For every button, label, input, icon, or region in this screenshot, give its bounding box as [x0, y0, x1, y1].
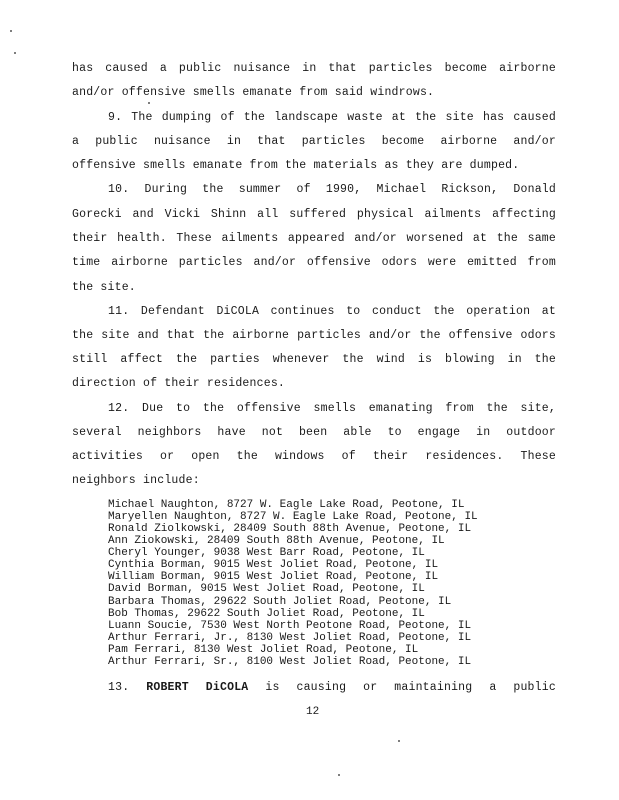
neighbor-entry: Pam Ferrari, 8130 West Joliet Road, Peotone, IL	[108, 644, 419, 656]
text-line: offensive smells emanate from the materials as they are dumped.	[72, 159, 520, 172]
scan-speck	[398, 740, 400, 742]
text-line: their health. These ailments appeared and/or worsened at the same	[72, 232, 556, 245]
scan-speck	[14, 52, 16, 54]
neighbor-entry: William Borman, 9015 West Joliet Road, Peotone, IL	[108, 571, 439, 583]
neighbor-entry: Michael Naughton, 8727 W. Eagle Lake Road, Peotone, IL	[108, 499, 465, 511]
paragraph-10-first-line: 10. During the summer of 1990, Michael Rickson, Donald	[108, 183, 556, 196]
text-line: and/or offensive smells emanate from said windrows.	[72, 86, 435, 99]
paragraph-text: is causing or maintaining a public	[265, 681, 556, 694]
neighbor-entry: Barbara Thomas, 29622 South Joliet Road, Peotone, IL	[108, 596, 452, 608]
text-line: neighbors include:	[72, 474, 200, 487]
scan-speck	[148, 102, 150, 104]
neighbor-entry: Maryellen Naughton, 8727 W. Eagle Lake Road, Peotone, IL	[108, 511, 478, 523]
scan-speck	[338, 774, 340, 776]
text-line: Gorecki and Vicki Shinn all suffered physical ailments affecting	[72, 208, 556, 221]
text-line: still affect the parties whenever the wind is blowing in the	[72, 353, 556, 366]
text-line: time airborne particles and/or offensive odors were emitted from	[72, 256, 556, 269]
neighbor-entry: Cynthia Borman, 9015 West Joliet Road, Peotone, IL	[108, 559, 439, 571]
paragraph-number: 13.	[108, 681, 130, 694]
text-line: has caused a public nuisance in that particles become airborne	[72, 62, 556, 75]
text-line: direction of their residences.	[72, 377, 286, 390]
defendant-name: ROBERT DiCOLA	[146, 681, 249, 694]
paragraph-9-first-line: 9. The dumping of the landscape waste at the site has caused	[108, 111, 556, 124]
neighbor-entry: Cheryl Younger, 9038 West Barr Road, Peotone, IL	[108, 547, 425, 559]
text-line: activities or open the windows of their residences. These	[72, 450, 556, 463]
text-line: the site.	[72, 281, 136, 294]
paragraph-13-first-line	[108, 681, 556, 695]
paragraph-11-first-line: 11. Defendant DiCOLA continues to conduct the operation at	[108, 305, 556, 318]
paragraph-12-first-line: 12. Due to the offensive smells emanating from the site,	[108, 402, 556, 415]
text-line: the site and that the airborne particles and/or the offensive odors	[72, 329, 556, 342]
text-line: a public nuisance in that particles become airborne and/or	[72, 135, 556, 148]
neighbor-entry: Ann Ziokowski, 28409 South 88th Avenue, Peotone, IL	[108, 535, 445, 547]
text-line: several neighbors have not been able to engage in outdoor	[72, 426, 556, 439]
neighbor-entry: David Borman, 9015 West Joliet Road, Peotone, IL	[108, 583, 425, 595]
neighbor-entry: Ronald Ziolkowski, 28409 South 88th Avenue, Peotone, IL	[108, 523, 472, 535]
neighbor-entry: Arthur Ferrari, Sr., 8100 West Joliet Road, Peotone, IL	[108, 656, 472, 668]
neighbor-entry: Arthur Ferrari, Jr., 8130 West Joliet Road, Peotone, IL	[108, 632, 472, 644]
page-number: 12	[306, 706, 320, 718]
neighbor-entry: Bob Thomas, 29622 South Joliet Road, Peotone, IL	[108, 608, 425, 620]
scan-speck	[10, 30, 12, 32]
neighbor-entry: Luann Soucie, 7530 West North Peotone Road, Peotone, IL	[108, 620, 472, 632]
